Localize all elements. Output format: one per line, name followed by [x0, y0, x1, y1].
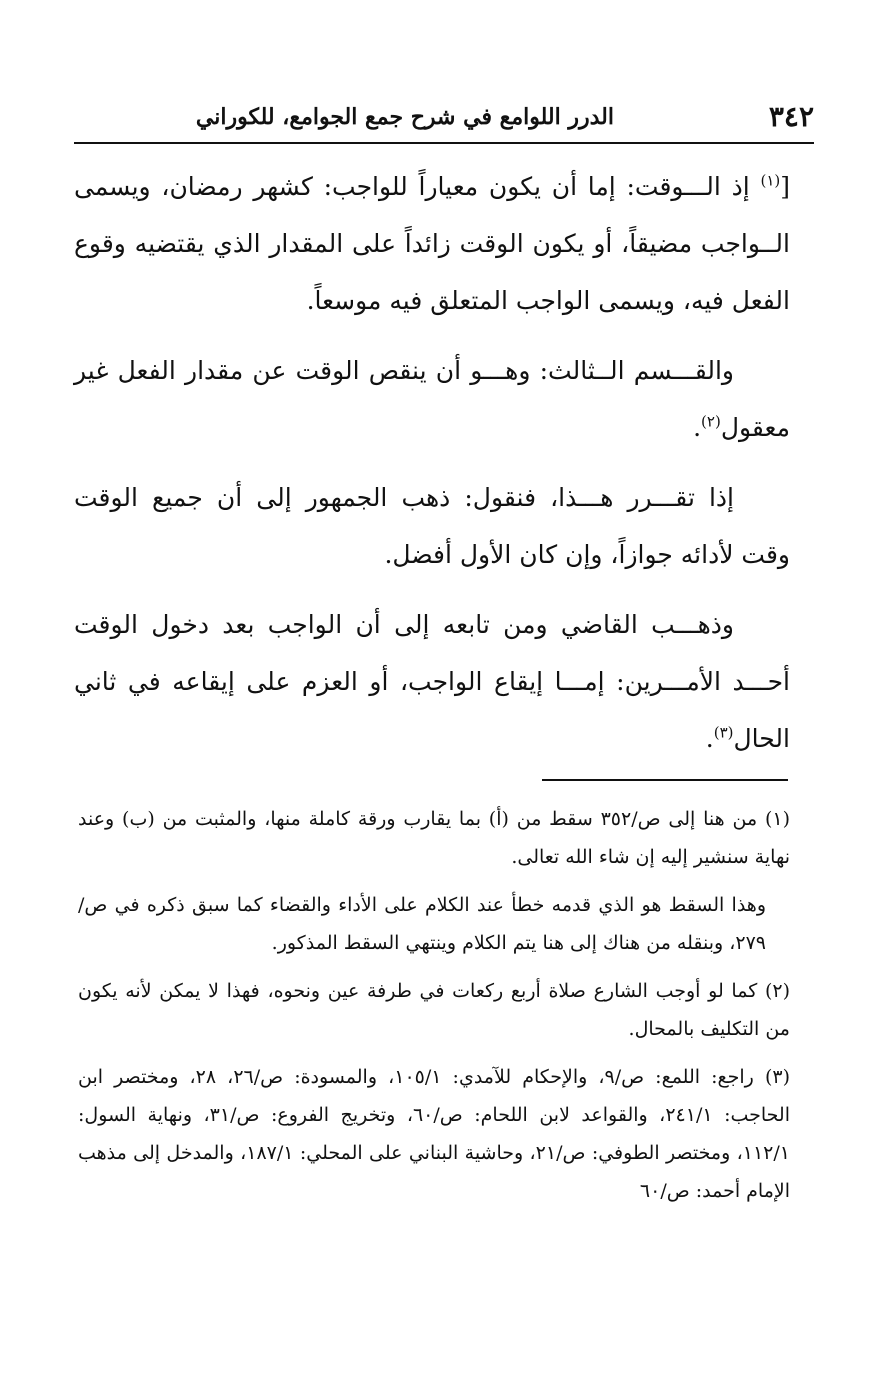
bracket: [ — [780, 172, 790, 201]
main-text — [74, 158, 790, 780]
footnote-separator — [542, 779, 788, 781]
footnote-ref: (٣) — [713, 723, 734, 742]
footnote-number: (٣) — [764, 1066, 790, 1088]
footnote-ref: (١) — [760, 171, 781, 190]
footnote-text: من هنا إلى ص/٣٥٢ سقط من (أ) بما يقارب ورقة كاملة منها، والمثبت من (ب) وعند نهاية سنشير إليه إن شاء الله تعالى. — [78, 808, 790, 868]
footnote-ref: (٢) — [701, 412, 721, 431]
footnotes — [78, 800, 790, 1220]
paragraph-tail: . — [705, 724, 714, 753]
paragraph — [74, 342, 790, 456]
footnote-text: كما لو أوجب الشارع صلاة أربع ركعات في طرفة عين ونحوه، فهذا لا يمكن لأنه يكون من التكليف بالمحال. — [78, 980, 790, 1040]
footnote-number: (١) — [764, 808, 791, 830]
running-title: الدرر اللوامع في شرح جمع الجوامع، للكوراني — [195, 104, 614, 130]
footnote — [78, 1058, 790, 1210]
footnote-text: وهذا السقط هو الذي قدمه خطأ عند الكلام على الأداء والقضاء كما سبق ذكره في ص/٢٧٩، وبنقله من هناك إلى هنا يتم الكلام وينتهي السقط المذكور. — [78, 894, 766, 954]
footnote-text: راجع: اللمع: ص/٩، والإحكام للآمدي: ١٠٥/١، والمسودة: ص/٢٦، ٢٨، ومختصر ابن الحاجب: ٢٤١/١، والقواعد لابن اللحام: ص/٦٠، وتخريج الفروع: ص/٣١، ونهاية السول: ١١٢/١، ومختصر الطوفي: ص/٢١، وحاشية البناني على المحلي: ١٨٧/١، والمدخل إلى مذهب الإمام أحمد: ص/٦٠ — [78, 1066, 790, 1202]
footnote — [78, 972, 790, 1048]
page-number: ٣٤٢ — [768, 100, 814, 133]
paragraph — [74, 158, 790, 329]
paragraph — [74, 469, 790, 583]
paragraph-text: والقـــسم الــثالث: وهـــو أن ينقص الوقت عن مقدار الفعل غير معقول — [74, 356, 790, 442]
paragraph-text: إذ الـــوقت: إما أن يكون معياراً للواجب: كشهر رمضان، ويسمى الــواجب مضيقاً، أو يكون الوقت زائداً على المقدار الذي يقتضيه وقوع الفعل فيه، ويسمى الواجب المتعلق فيه موسعاً. — [74, 172, 790, 315]
page-header — [74, 92, 814, 144]
paragraph-tail: . — [693, 413, 702, 442]
paragraph-text: وذهـــب القاضي ومن تابعه إلى أن الواجب بعد دخول الوقت أحـــد الأمـــرين: إمـــا إيقاع الواجب، أو العزم على إيقاعه في ثاني الحال — [74, 610, 790, 753]
footnote-number: (٢) — [764, 980, 790, 1002]
footnote — [78, 886, 790, 962]
footnote — [78, 800, 790, 876]
paragraph-text: إذا تقـــرر هـــذا، فنقول: ذهب الجمهور إلى أن جميع الوقت وقت لأدائه جوازاً، وإن كان الأول أفضل. — [74, 483, 790, 569]
paragraph — [74, 596, 790, 767]
